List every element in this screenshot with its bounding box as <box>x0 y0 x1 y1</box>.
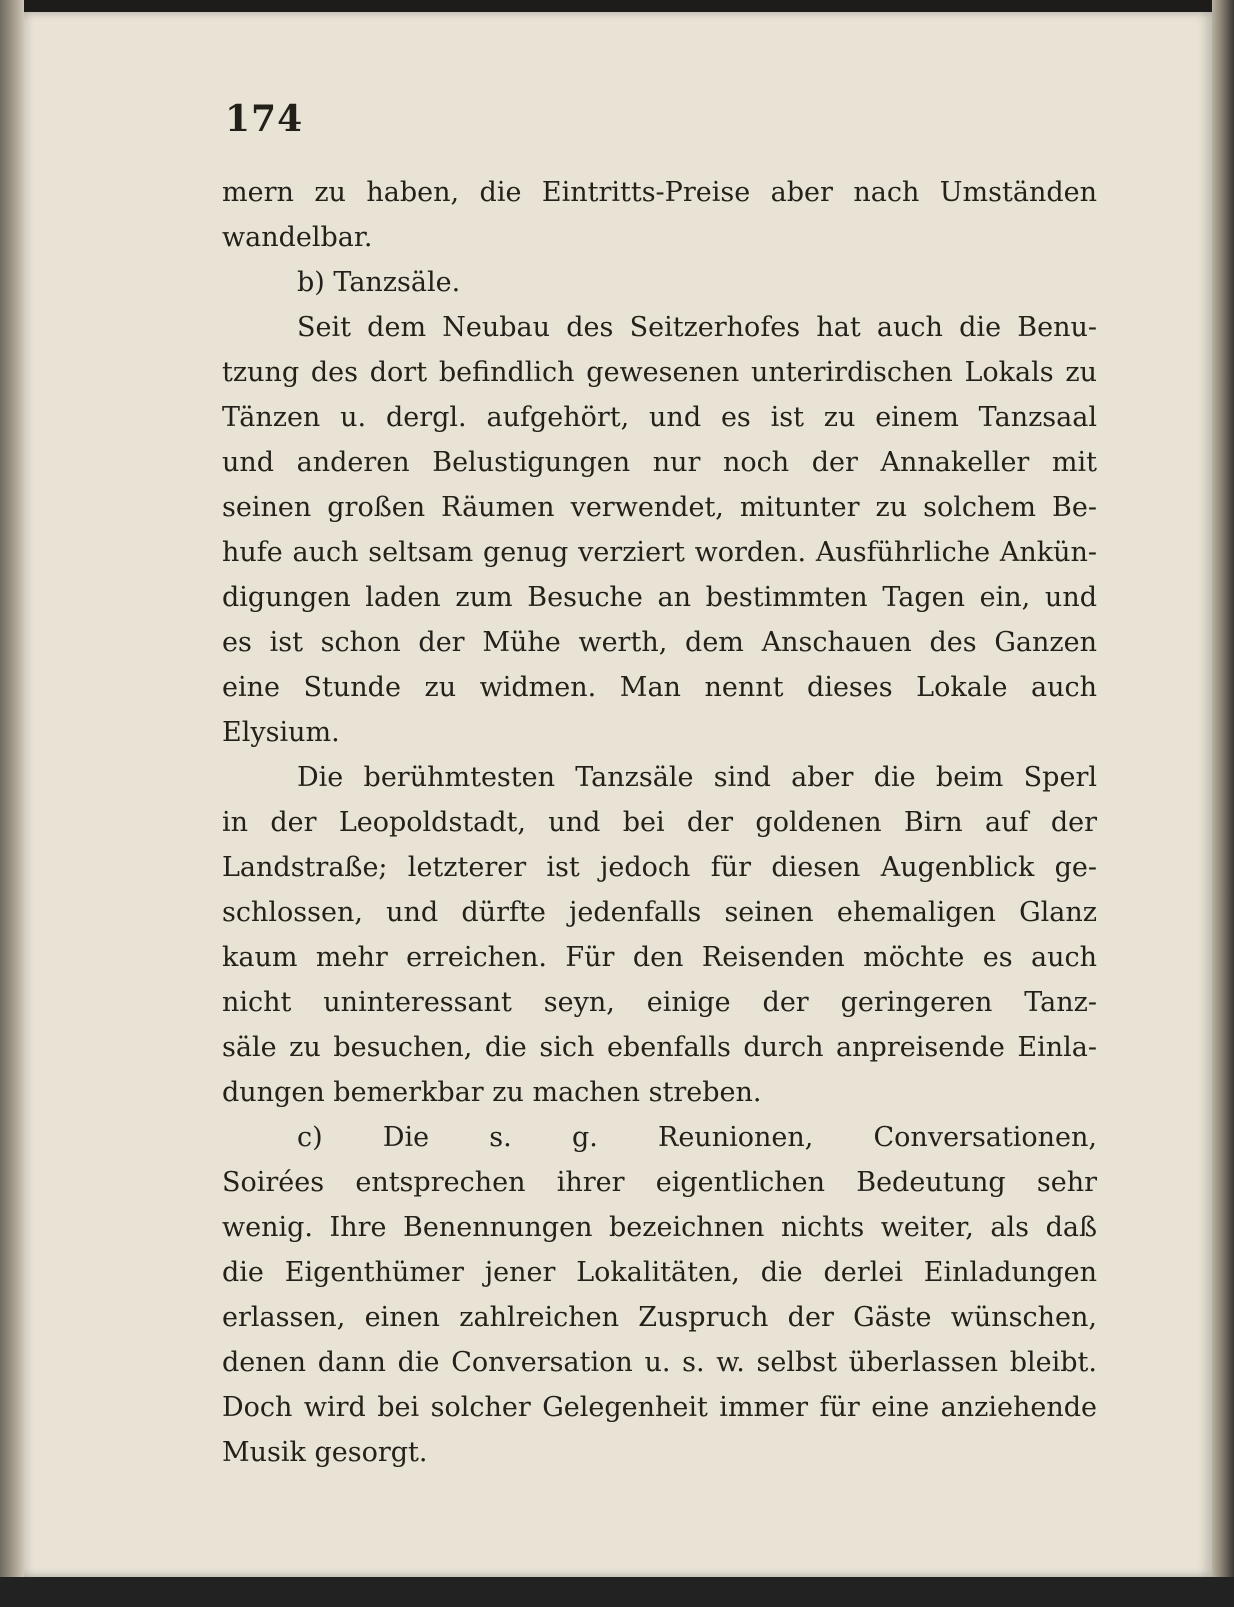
text-line: seinen großen Räumen verwendet, mitunter zu solchem Be- <box>222 492 1097 523</box>
text-line: kaum mehr erreichen. Für den Reisenden möchte es auch <box>222 942 1097 973</box>
text-line: Elysium. <box>222 717 340 748</box>
text-line: hufe auch seltsam genug verziert worden. Ausführliche Ankün- <box>222 537 1097 568</box>
text-line: Musik gesorgt. <box>222 1437 428 1468</box>
body-text <box>222 170 1097 1475</box>
text-line: wenig. Ihre Benennungen bezeichnen nichts weiter, als daß <box>222 1212 1097 1243</box>
text-line: dungen bemerkbar zu machen streben. <box>222 1077 762 1108</box>
scan-bottom-border <box>0 1577 1234 1607</box>
text-line: Die berühmtesten Tanzsäle sind aber die beim Sperl <box>297 762 1097 793</box>
text-line: es ist schon der Mühe werth, dem Anschauen des Ganzen <box>222 627 1097 658</box>
book-spine-edge <box>0 0 24 1607</box>
section-heading: b) Tanzsäle. <box>297 267 461 298</box>
section-heading: c) Die s. g. Reunionen, Conversationen, <box>297 1122 1097 1153</box>
text-line: Soirées entsprechen ihrer eigentlichen Bedeutung sehr <box>222 1167 1097 1198</box>
text-line: Seit dem Neubau des Seitzerhofes hat auch die Benu- <box>297 312 1097 343</box>
text-line: tzung des dort befindlich gewesenen unterirdischen Lokals zu <box>222 357 1097 388</box>
text-line: die Eigenthümer jener Lokalitäten, die derlei Einladungen <box>222 1257 1097 1288</box>
text-line: digungen laden zum Besuche an bestimmten Tagen ein, und <box>222 582 1097 613</box>
text-line: denen dann die Conversation u. s. w. selbst überlassen bleibt. <box>222 1347 1097 1378</box>
text-line: Tänzen u. dergl. aufgehört, und es ist zu einem Tanzsaal <box>222 402 1097 433</box>
page-number: 174 <box>225 98 304 140</box>
text-line: wandelbar. <box>222 222 373 253</box>
text-line: nicht uninteressant seyn, einige der geringeren Tanz- <box>222 987 1097 1018</box>
text-line: Landstraße; letzterer ist jedoch für diesen Augenblick ge- <box>222 852 1097 883</box>
text-line: Doch wird bei solcher Gelegenheit immer für eine anziehende <box>222 1392 1097 1423</box>
text-line: und anderen Belustigungen nur noch der Annakeller mit <box>222 447 1097 478</box>
text-line: in der Leopoldstadt, und bei der goldenen Birn auf der <box>222 807 1097 838</box>
page-right-edge <box>1212 0 1234 1607</box>
text-line: mern zu haben, die Eintritts-Preise aber nach Umständen <box>222 177 1097 208</box>
text-line: schlossen, und dürfte jedenfalls seinen ehemaligen Glanz <box>222 897 1097 928</box>
text-line: säle zu besuchen, die sich ebenfalls durch anpreisende Einla- <box>222 1032 1097 1063</box>
text-line: erlassen, einen zahlreichen Zuspruch der Gäste wünschen, <box>222 1302 1097 1333</box>
text-line: eine Stunde zu widmen. Man nennt dieses Lokale auch <box>222 672 1097 703</box>
